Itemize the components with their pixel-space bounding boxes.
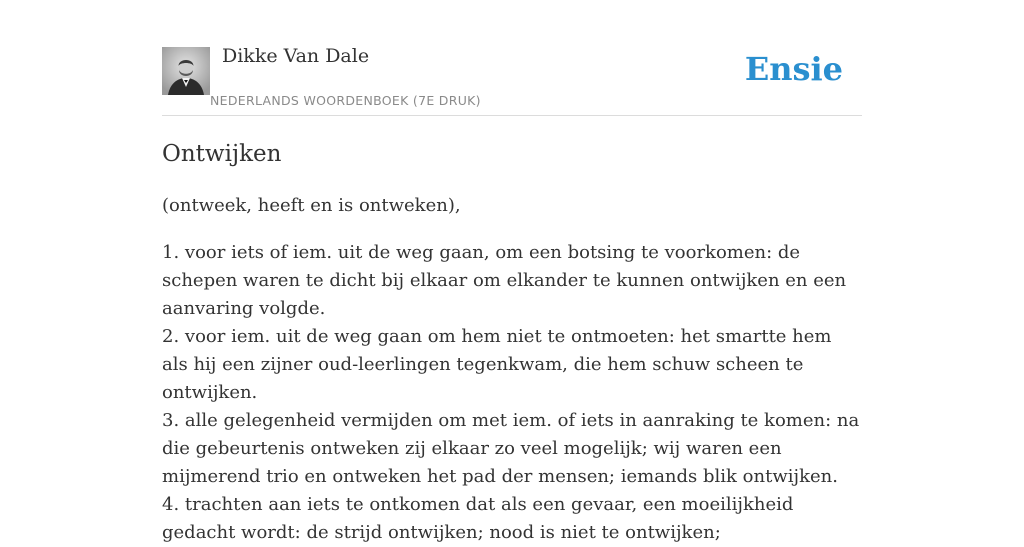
entry-content: [162, 136, 862, 547]
ensie-logo[interactable]: Ensie: [744, 50, 843, 88]
header: [162, 0, 862, 116]
portrait-photo-icon: [162, 47, 210, 95]
definition-item: 3. alle gelegenheid vermijden om met iem. of iets in aanraking te komen: na die gebeurtenis ontweken zij elkaar zo veel mogelijk; wij waren een mijmerend trio en ontweken het pad der mensen; iemands blik ontwijken.: [162, 410, 860, 487]
definition-item: 1. voor iets of iem. uit de weg gaan, om een botsing te voorkomen: de schepen waren te dicht bij elkaar om elkander te kunnen ontwijken en een aanvaring volgde.: [162, 242, 847, 319]
author-avatar[interactable]: [162, 47, 210, 95]
entry-inflection: (ontweek, heeft en is ontweken),: [162, 195, 461, 216]
author-name[interactable]: Dikke Van Dale: [222, 45, 370, 67]
definition-list: [162, 239, 862, 547]
definition-item: 4. trachten aan iets te ontkomen dat als een gevaar, een moeilijkheid gedacht wordt: de strijd ontwijken; nood is niet te ontwijken;: [162, 494, 794, 543]
definition-item: 2. voor iem. uit de weg gaan om hem niet te ontmoeten: het smartte hem als hij een zijner oud-leerlingen tegenkwam, die hem schuw scheen te ontwijken.: [162, 326, 832, 403]
dictionary-source[interactable]: NEDERLANDS WOORDENBOEK (7E DRUK): [210, 93, 481, 108]
entry-title: Ontwijken: [162, 141, 282, 167]
